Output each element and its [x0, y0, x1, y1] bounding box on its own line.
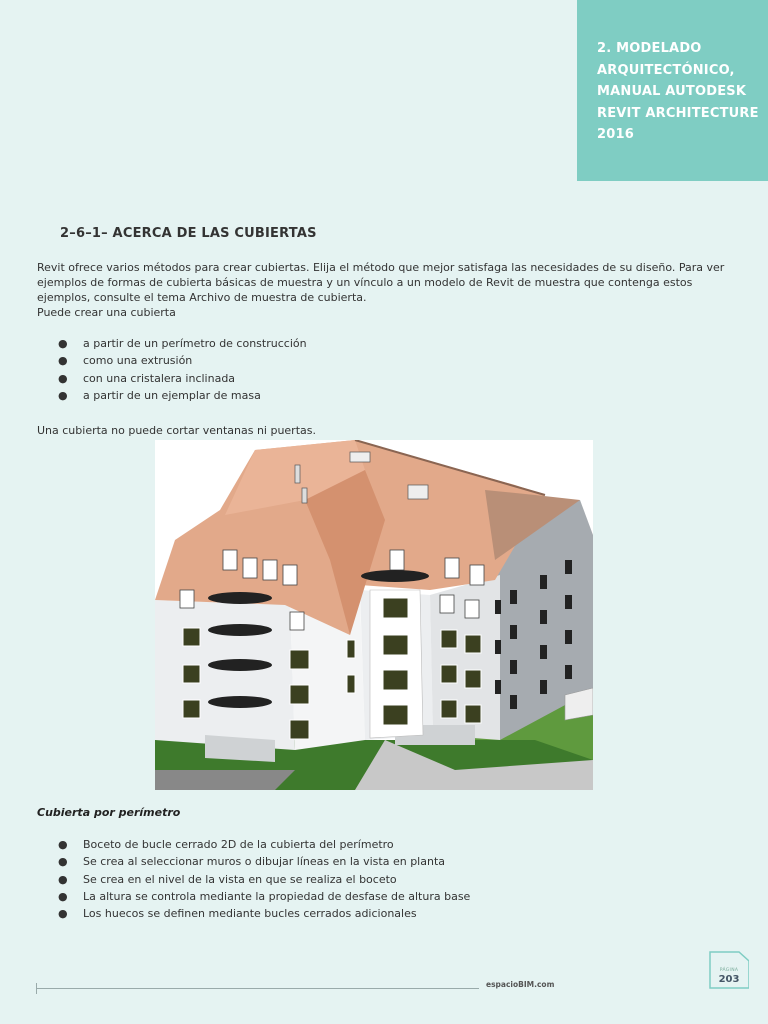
roof-methods-list [37, 335, 307, 404]
chapter-header-box [577, 0, 768, 181]
perimeter-subheading: Cubierta por perímetro [37, 806, 181, 819]
list-item [37, 905, 470, 922]
list-item-text: Se crea en el nivel de la vista en que se realiza el boceto [83, 872, 397, 886]
list-item [37, 888, 470, 905]
page-label: PÁGINA [719, 968, 739, 973]
list-item [37, 335, 307, 352]
page-number: 203 [718, 974, 740, 985]
list-item [37, 871, 470, 888]
list-item-text: Los huecos se definen mediante bucles cerrados adicionales [83, 907, 417, 921]
list-item-text: como una extrusión [83, 354, 193, 368]
building-illustration [155, 440, 593, 790]
section-heading: 2–6–1– ACERCA DE LAS CUBIERTAS [60, 226, 317, 241]
list-item-text: Se crea al seleccionar muros o dibujar líneas en la vista en planta [83, 855, 446, 869]
list-item-text: La altura se controla mediante la propiedad de desfase de altura base [83, 889, 471, 903]
bullet-icon: ● [58, 889, 68, 903]
bullet-icon: ● [58, 838, 68, 851]
list-item-text: a partir de un perímetro de construcción [83, 337, 307, 350]
bullet-icon: ● [58, 337, 68, 350]
list-item [37, 370, 307, 387]
perimeter-list [37, 836, 470, 922]
list-item-text: a partir de un ejemplar de masa [83, 388, 261, 402]
bullet-icon: ● [58, 907, 68, 921]
note-text: Una cubierta no puede cortar ventanas ni puertas. [37, 424, 316, 437]
list-item [37, 387, 307, 404]
list-item-text: con una cristalera inclinada [83, 371, 236, 385]
bullet-icon: ● [58, 371, 68, 385]
intro-text [37, 260, 727, 320]
intro-line: Puede crear una cubierta [37, 306, 176, 319]
list-item-text: Boceto de bucle cerrado 2D de la cubierta del perímetro [83, 838, 394, 851]
bullet-icon: ● [58, 388, 68, 402]
footer-divider [37, 988, 479, 989]
list-item [37, 853, 470, 870]
page-number-box [709, 951, 749, 989]
bullet-icon: ● [58, 855, 68, 869]
footer-brand: espacioBIM.com [486, 980, 555, 989]
bullet-icon: ● [58, 872, 68, 886]
building-3d-view-image [155, 440, 593, 790]
chapter-title: 2. MODELADO ARQUITECTÓNICO, MANUAL AUTODESK REVIT ARCHITECTURE 2016 [597, 41, 759, 142]
bullet-icon: ● [58, 354, 68, 368]
list-item [37, 836, 470, 853]
list-item [37, 352, 307, 369]
intro-paragraph: Revit ofrece varios métodos para crear cubiertas. Elija el método que mejor satisfaga las necesidades de su diseño. Para ver ejemplos de formas de cubierta básicas de muestra y un vínculo a un modelo de Revit de muestra que contenga estos ejemplos, consulte el tema Archivo de muestra de cubierta. [37, 261, 725, 304]
